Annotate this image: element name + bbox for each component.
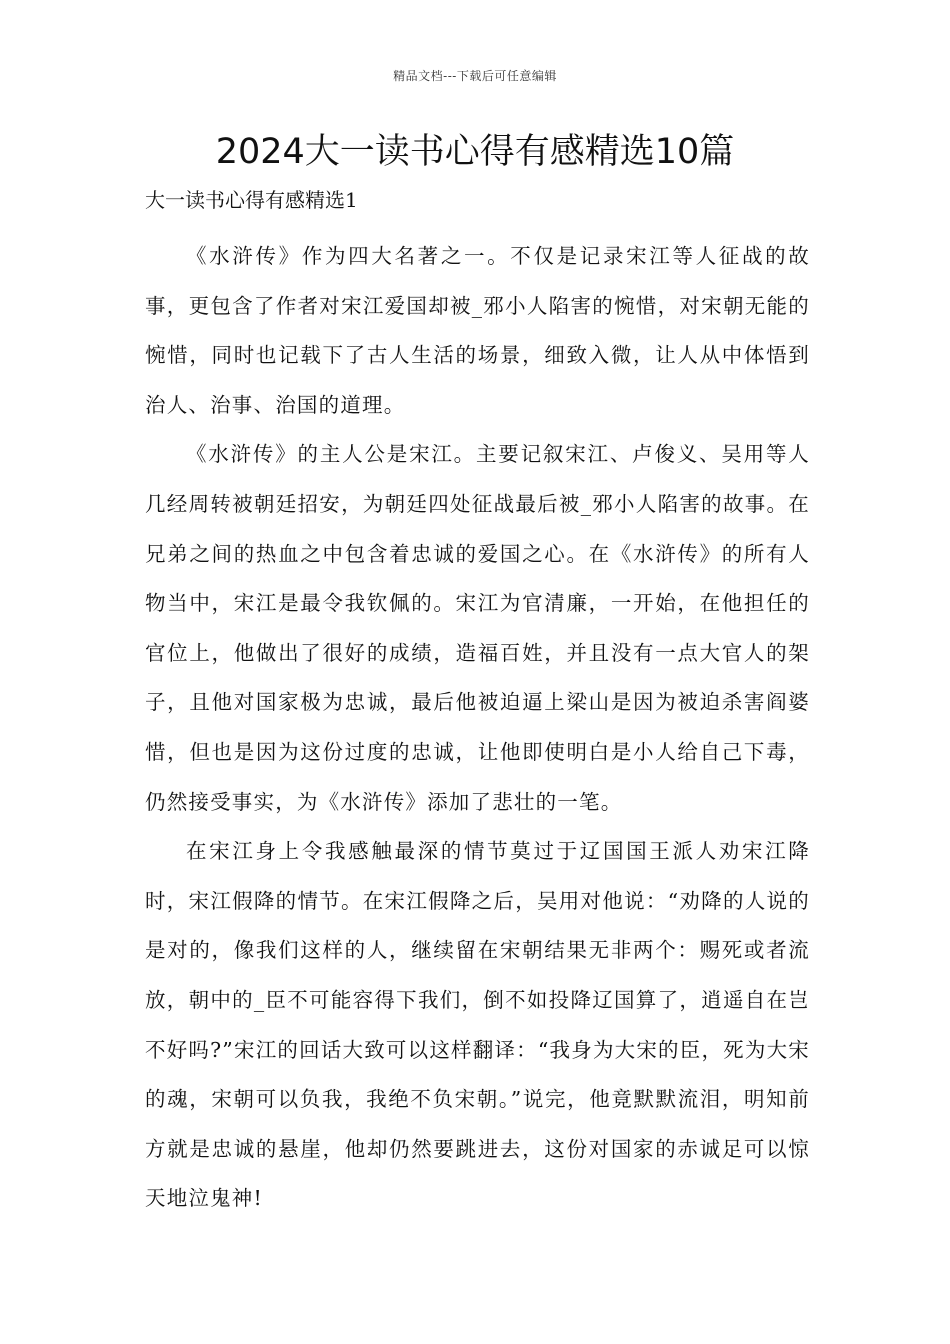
section-title: 大一读书心得有感精选1 <box>145 188 358 212</box>
document-body <box>145 232 810 1224</box>
paragraph-1: 《水浒传》作为四大名著之一。不仅是记录宋江等人征战的故事，更包含了作者对宋江爱国却被_邪小人陷害的惋惜，对宋朝无能的惋惜，同时也记载下了古人生活的场景，细致入微，让人从中体悟到治人、治事、治国的道理。 <box>145 244 810 417</box>
document-title: 2024大一读书心得有感精选10篇 <box>215 132 735 172</box>
paragraph-2: 《水浒传》的主人公是宋江。主要记叙宋江、卢俊义、吴用等人几经周转被朝廷招安，为朝廷四处征战最后被_邪小人陷害的故事。在兄弟之间的热血之中包含着忠诚的爱国之心。在《水浒传》的所有人物当中，宋江是最令我钦佩的。宋江为官清廉，一开始，在他担任的官位上，他做出了很好的成绩，造福百姓，并且没有一点大官人的架子，且他对国家极为忠诚，最后他被迫逼上梁山是因为被迫杀害阎婆惜，但也是因为这份过度的忠诚，让他即使明白是小人给自己下毒，仍然接受事实，为《水浒传》添加了悲壮的一笔。 <box>145 442 810 814</box>
page-header-note: 精品文档---下载后可任意编辑 <box>393 69 557 83</box>
paragraph-3: 在宋江身上令我感触最深的情节莫过于辽国国王派人劝宋江降时，宋江假降的情节。在宋江假降之后，吴用对他说：“劝降的人说的是对的，像我们这样的人，继续留在宋朝结果无非两个：赐死或者流放，朝中的_臣不可能容得下我们，倒不如投降辽国算了，逍遥自在岂不好吗?”宋江的回话大致可以这样翻译：“我身为大宋的臣，死为大宋的魂，宋朝可以负我，我绝不负宋朝。”说完，他竟默默流泪，明知前方就是忠诚的悬崖，他却仍然要跳进去，这份对国家的赤诚足可以惊天地泣鬼神! <box>145 839 810 1211</box>
